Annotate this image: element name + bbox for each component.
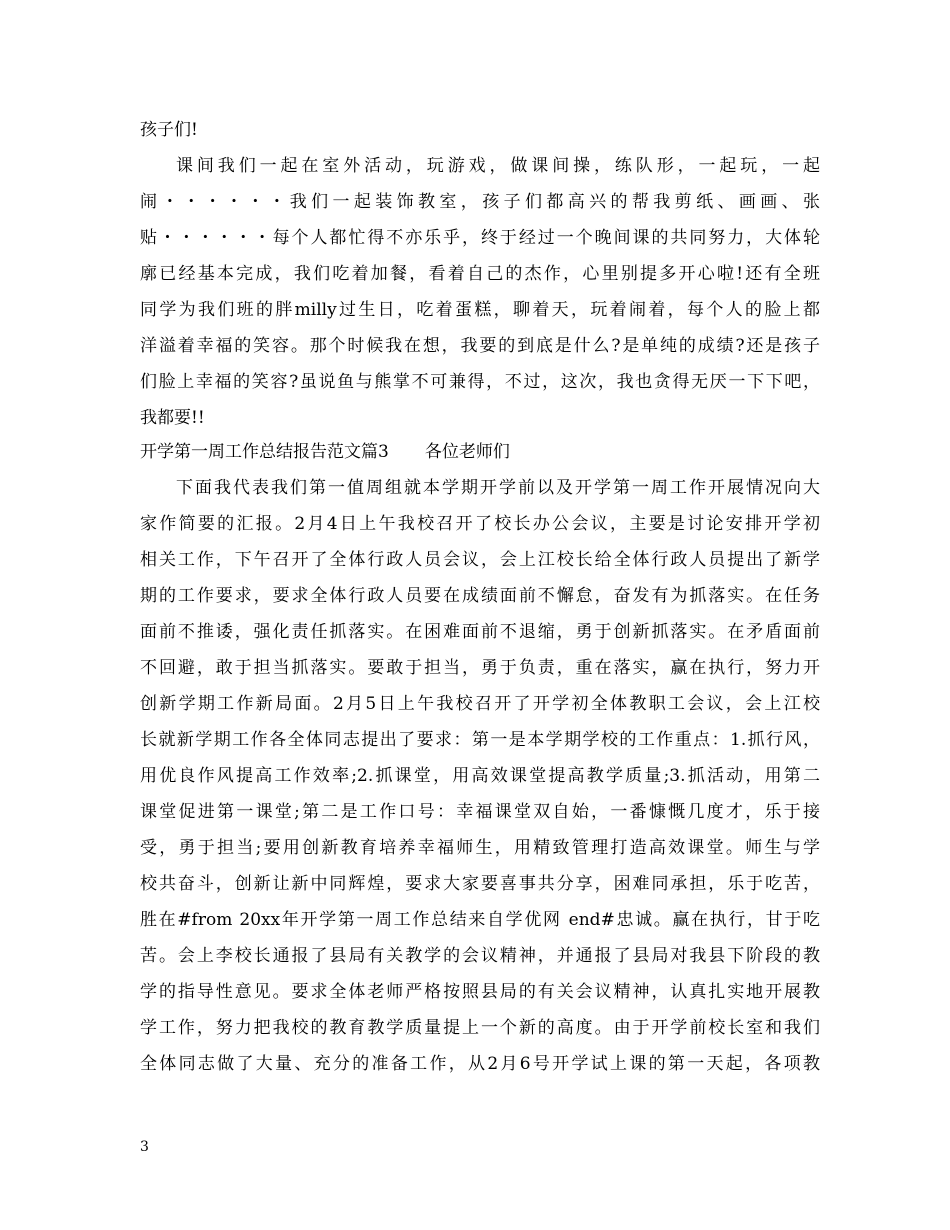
- heading-subtitle: 各位老师们: [424, 442, 510, 462]
- section-heading: [140, 440, 820, 464]
- paragraph-first-line: 下面我代表我们第一值周组就本学期开学前以及开学第一周工作开展情况向大: [176, 478, 820, 498]
- paragraph-first-line: 课间我们一起在室外活动，玩游戏，做课间操，练队形，一起玩，一起: [176, 156, 820, 176]
- text-line: 苦。会上李校长通报了县局有关教学的会议精神，并通报了县局对我县下阶段的教: [140, 946, 820, 966]
- text-line: 长就新学期工作各全体同志提出了要求：第一是本学期学校的工作重点：1.抓行风，: [140, 730, 820, 750]
- text-line: 孩子们!: [140, 120, 198, 140]
- text-line: 受，勇于担当;要用创新教育培养幸福师生，用精致管理打造高效课堂。师生与学: [140, 838, 820, 858]
- text-line: 贴・・・・・・每个人都忙得不亦乐乎，终于经过一个晚间课的共同努力，大体轮: [140, 228, 820, 248]
- text-line: 相关工作，下午召开了全体行政人员会议，会上江校长给全体行政人员提出了新学: [140, 550, 820, 570]
- text-line: 课堂促进第一课堂;第二是工作口号：幸福课堂双自始，一番慷慨几度才，乐于接: [140, 802, 820, 822]
- text-line: 廓已经基本完成，我们吃着加餐，看着自己的杰作，心里别提多开心啦!还有全班: [140, 264, 820, 284]
- text-line: 用优良作风提高工作效率;2.抓课堂，用高效课堂提高教学质量;3.抓活动，用第二: [140, 766, 820, 786]
- page-number: 3: [140, 1139, 149, 1155]
- text-line: 学的指导性意见。要求全体老师严格按照县局的有关会议精神，认真扎实地开展教: [140, 982, 820, 1002]
- text-line: 学工作，努力把我校的教育教学质量提上一个新的高度。由于开学前校长室和我们: [140, 1018, 820, 1038]
- text-line: 创新学期工作新局面。2月5日上午我校召开了开学初全体教职工会议，会上江校: [140, 694, 820, 714]
- text-line: 不回避，敢于担当抓落实。要敢于担当，勇于负责，重在落实，赢在执行，努力开: [140, 658, 820, 678]
- text-line: 期的工作要求，要求全体行政人员要在成绩面前不懈怠，奋发有为抓落实。在任务: [140, 586, 820, 606]
- text-line: 胜在#from 20xx年开学第一周工作总结来自学优网 end#忠诚。赢在执行，甘于吃: [140, 910, 820, 930]
- text-line: 们脸上幸福的笑容?虽说鱼与熊掌不可兼得，不过，这次，我也贪得无厌一下下吧，: [140, 372, 820, 392]
- heading-title: 开学第一周工作总结报告范文篇3: [140, 442, 389, 462]
- text-line: 面前不推诿，强化责任抓落实。在困难面前不退缩，勇于创新抓落实。在矛盾面前: [140, 622, 820, 642]
- text-line: 我都要!!: [140, 408, 205, 428]
- text-line: 闹・・・・・・我们一起装饰教室，孩子们都高兴的帮我剪纸、画画、张: [140, 192, 820, 212]
- text-line: 同学为我们班的胖milly过生日，吃着蛋糕，聊着天，玩着闹着，每个人的脸上都: [140, 300, 820, 320]
- text-line: 校共奋斗，创新让新中同辉煌，要求大家要喜事共分享，困难同承担，乐于吃苦，: [140, 874, 820, 894]
- text-line: 全体同志做了大量、充分的准备工作，从2月6号开学试上课的第一天起，各项教: [140, 1054, 820, 1074]
- text-line: 洋溢着幸福的笑容。那个时候我在想，我要的到底是什么?是单纯的成绩?还是孩子: [140, 336, 820, 356]
- text-line: 家作简要的汇报。2月4日上午我校召开了校长办公会议，主要是讨论安排开学初: [140, 514, 820, 534]
